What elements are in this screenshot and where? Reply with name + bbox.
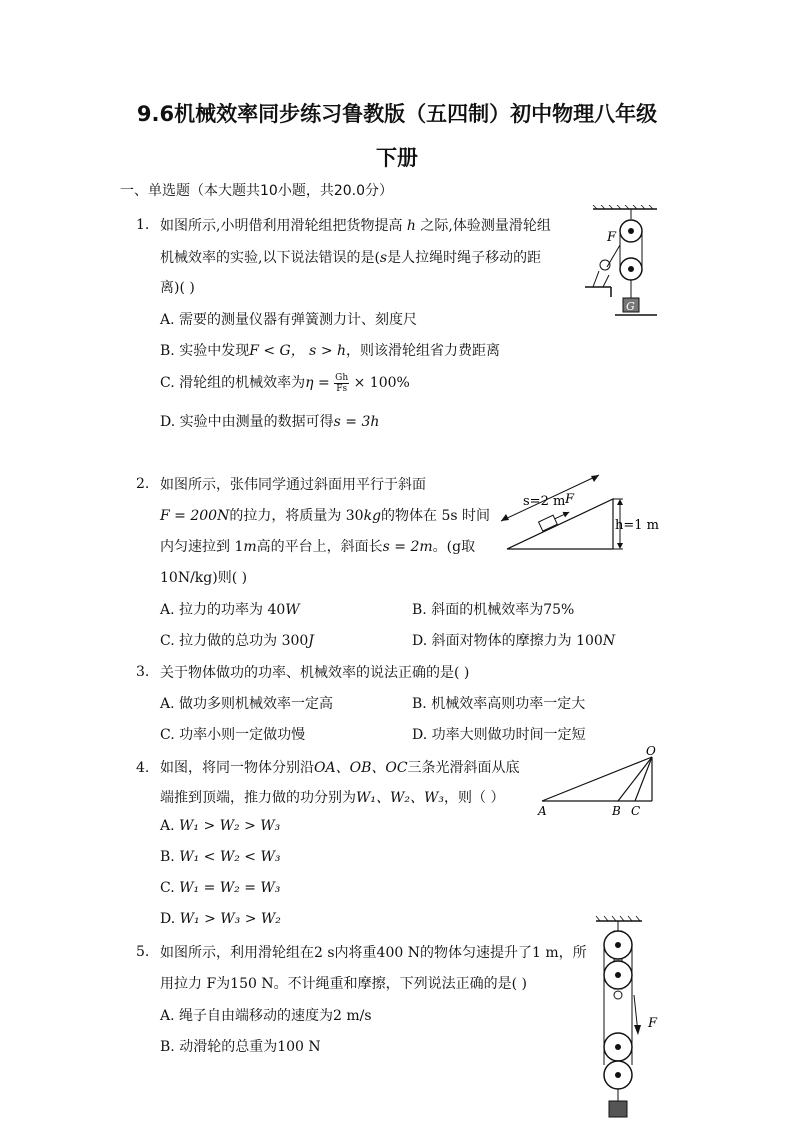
figure-label-h: h=1 m — [615, 518, 659, 533]
text-segment: 的物体在 5s 时间 — [381, 508, 491, 524]
option-d: D. 功率大则做功时间一定短 — [412, 727, 586, 743]
document-title-line2: 下册 — [376, 146, 418, 170]
pulley-figure-5 — [590, 915, 670, 1120]
option-b: B. 斜面的机械效率为75% — [412, 602, 575, 618]
text-segment: 机械效率的实验,以下说法错误的是( — [160, 250, 380, 266]
fraction-denominator: Fs — [336, 383, 348, 394]
question-text: 如图所示，利用滑轮组在2 s内将重400 N的物体匀速提升了1 m，所 — [160, 945, 587, 961]
text-segment: 的拉力，将质量为 30 — [229, 508, 364, 524]
text-segment: 内匀速拉到 1 — [160, 539, 244, 555]
option-label: C. — [160, 880, 175, 896]
question-text: 用拉力 F为150 N。不计绳重和摩擦，下列说法正确的是( ) — [160, 976, 527, 992]
math-expr: F = 200N — [160, 508, 230, 524]
question-text — [160, 215, 551, 235]
pulley-figure-1 — [585, 205, 665, 325]
incline-figure — [495, 465, 665, 560]
text-segment: B. 实验中发现 — [160, 343, 250, 359]
text-segment: 如图所示,小明借利用滑轮组把货物提高 — [160, 218, 403, 234]
math-var: h — [406, 218, 416, 234]
text-segment: 之际,体验测量滑轮组 — [420, 218, 551, 234]
fraction — [334, 373, 349, 394]
math-expr: η = — [305, 375, 330, 391]
option-b — [160, 849, 280, 865]
math-expr: W₁ > W₂ > W₃ — [179, 818, 281, 834]
math-unit: m — [243, 539, 257, 555]
text-segment: C. 滑轮组的机械效率为 — [160, 375, 306, 391]
math-expr: W₁、W₂、W₃ — [356, 790, 445, 806]
option-label: A. — [160, 818, 175, 834]
math-unit: W — [285, 602, 300, 618]
text-segment: D. 斜面对物体的摩擦力为 100 — [412, 633, 603, 649]
question-text: 离)( ) — [160, 280, 195, 296]
math-expr: W₁ < W₂ < W₃ — [179, 849, 281, 865]
text-segment: × 100% — [353, 375, 410, 391]
slopes-figure — [532, 745, 662, 820]
figure-label-G: G — [626, 300, 635, 313]
option-a: A. 需要的测量仪器有弹簧测力计、刻度尺 — [160, 312, 418, 328]
text-segment: A. 拉力的功率为 40 — [160, 602, 286, 618]
text-segment: 三条光滑斜面从底 — [407, 760, 520, 776]
question-text — [160, 787, 504, 807]
section-heading: 一、单选题（本大题共10小题，共20.0分） — [120, 183, 393, 199]
question-text — [160, 247, 541, 267]
question-number: 1. — [136, 217, 150, 233]
math-expr: s = 3h — [333, 414, 380, 430]
math-var: s — [379, 250, 388, 266]
option-a: A. 绳子自由端移动的速度为2 m/s — [160, 1008, 372, 1024]
fraction-numerator: Gh — [335, 372, 349, 383]
question-text — [160, 505, 490, 525]
figure-label-F: F — [565, 492, 575, 507]
math-unit: J — [308, 633, 314, 649]
text-segment: 。(g取 — [432, 539, 476, 555]
text-segment: 是人拉绳时绳子移动的距 — [387, 250, 542, 266]
option-label: B. — [160, 849, 175, 865]
figure-label-A: A — [538, 804, 547, 818]
question-text: 如图所示，张伟同学通过斜面用平行于斜面 — [160, 477, 426, 493]
math-expr: F < G， s > h — [249, 343, 347, 359]
text-segment: C. 拉力做的总功为 300 — [160, 633, 309, 649]
figure-label-O: O — [646, 745, 656, 758]
option-c: C. 功率小则一定做功慢 — [160, 727, 306, 743]
option-d — [160, 911, 281, 927]
math-unit: N — [602, 633, 616, 649]
figure-label-B: B — [612, 804, 621, 818]
option-d — [412, 630, 615, 650]
figure-label-F: F — [607, 230, 617, 245]
question-number: 5. — [136, 944, 150, 960]
text-segment: ，则（ ） — [444, 790, 505, 806]
option-c — [160, 630, 314, 650]
text-segment: 高的平台上，斜面长 — [256, 539, 383, 555]
figure-label-F: F — [648, 1016, 658, 1031]
option-label: D. — [160, 911, 176, 927]
text-segment: 如图，将同一物体分别沿 — [160, 760, 314, 776]
option-a — [160, 818, 280, 834]
option-b: B. 机械效率高则功率一定大 — [412, 696, 586, 712]
math-unit: kg — [363, 508, 382, 524]
question-text: 10N/kg)则( ) — [160, 570, 248, 586]
figure-label-C: C — [631, 804, 641, 818]
option-c — [160, 880, 280, 896]
question-number: 2. — [136, 476, 150, 492]
question-number: 4. — [136, 760, 150, 776]
text-segment: 端推到顶端，推力做的功分别为 — [160, 790, 356, 806]
option-a: A. 做功多则机械效率一定高 — [160, 696, 334, 712]
option-a — [160, 599, 300, 619]
figure-label-s: s=2 m — [523, 494, 566, 509]
text-segment: D. 实验中由测量的数据可得 — [160, 414, 334, 430]
math-expr: W₁ = W₂ = W₃ — [179, 880, 281, 896]
text-segment: ，则该滑轮组省力费距离 — [346, 343, 501, 359]
question-text — [160, 757, 520, 777]
math-expr: W₁ > W₃ > W₂ — [179, 911, 281, 927]
option-b: B. 动滑轮的总重为100 N — [160, 1039, 321, 1055]
question-text — [160, 536, 475, 556]
math-expr: OA、OB、OC — [314, 760, 408, 776]
document-title-line1: 9.6机械效率同步练习鲁教版（五四制）初中物理八年级 — [136, 102, 658, 126]
option-b — [160, 340, 500, 360]
option-d — [160, 411, 379, 431]
option-c — [160, 372, 410, 394]
math-expr: s = 2m — [382, 539, 433, 555]
question-text: 关于物体做功的功率、机械效率的说法正确的是( ) — [160, 665, 470, 681]
question-number: 3. — [136, 664, 150, 680]
